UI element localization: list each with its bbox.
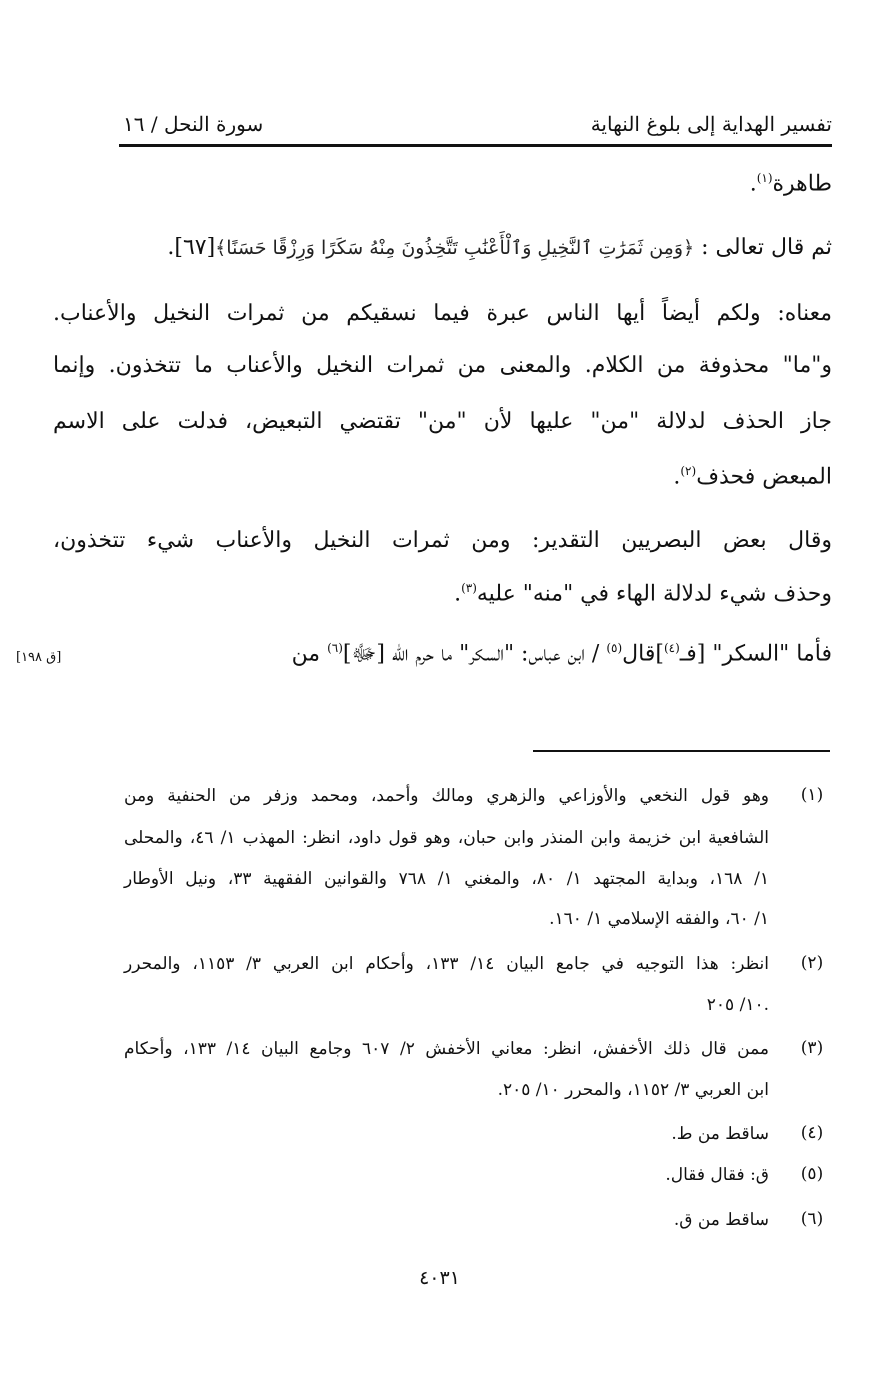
main-text: ]قال xyxy=(622,641,664,667)
main-text: فأما "السكر" [فـ xyxy=(679,641,832,667)
main-text-line xyxy=(167,237,832,259)
main-text: طاهرة xyxy=(772,171,832,197)
page-number: ٤٠٣١ xyxy=(419,1267,460,1289)
header-rule xyxy=(119,144,832,147)
footnote-mark: (٢) xyxy=(680,464,697,478)
footnote-mark: (٥) xyxy=(606,641,623,655)
footnote-number: (٤) xyxy=(800,1123,824,1143)
main-text: من xyxy=(291,641,328,667)
main-text-line: معناه: ولكم أيضاً أيها الناس عبرة فيما نسقيكم من ثمرات النخيل والأعناب. xyxy=(53,301,832,326)
manuscript-folio-note: [ق ١٩٨] xyxy=(16,650,62,665)
main-text-line xyxy=(454,582,832,605)
footnote-line: ساقط من ط. xyxy=(671,1124,769,1144)
footnote-mark: (٣) xyxy=(461,581,477,595)
main-text-line: جاز الحذف لدلالة "من" عليها لأن "من" تقتضي التبعيض، فدلت على الاسم xyxy=(53,409,832,434)
main-text-line: و"ما" محذوفة من الكلام. والمعنى من ثمرات النخيل والأعناب ما تتخذون. وإنما xyxy=(53,353,832,378)
footnote-mark: (١) xyxy=(756,171,773,185)
footnote-line: ١٠/ ٢٠٥. xyxy=(706,995,769,1015)
footnote-line: ١/ ٦٠، والفقه الإسلامي ١/ ١٦٠. xyxy=(549,909,769,929)
period: . xyxy=(454,581,462,607)
footnote-number: (٦) xyxy=(800,1209,824,1229)
main-text-line xyxy=(750,172,832,195)
period: . xyxy=(673,464,681,490)
footnote-number: (٢) xyxy=(800,953,824,973)
footnote-mark: (٦) xyxy=(327,641,343,655)
main-text: ] xyxy=(342,641,352,667)
main-text-line xyxy=(673,465,832,488)
footnote-line: ممن قال ذلك الأخفش، انظر: معاني الأخفش ٢/ ٦٠٧ وجامع البيان ١٤/ ١٣٣، وأحكام xyxy=(124,1039,770,1059)
footnote-line: ق: فقال فقال. xyxy=(665,1165,769,1185)
footnote-number: (٣) xyxy=(800,1038,824,1058)
footnote-number: (٥) xyxy=(800,1164,824,1184)
main-text: / ابن عباس: "السكر" ما حرم الله [ xyxy=(376,641,607,667)
period: . xyxy=(749,171,757,197)
footnote-mark: (٤) xyxy=(663,641,680,655)
main-text: المبعض فحذف xyxy=(696,464,832,490)
footnote-line: انظر: هذا التوجيه في جامع البيان ١٤/ ١٣٣، وأحكام ابن العربي ٣/ ١١٥٣، والمحرر xyxy=(124,954,770,974)
main-text: وحذف شيء لدلالة الهاء في "منه" عليه xyxy=(476,581,832,607)
footnote-separator xyxy=(533,750,830,752)
quran-verse: ﴿وَمِن ثَمَرَٰتِ ٱلنَّخِيلِ وَٱلْأَعْنَٰبِ تَتَّخِذُونَ مِنْهُ سَكَرًا وَرِزْقًا حَسَنًا﴾ xyxy=(215,237,695,259)
main-text-line: وقال بعض البصريين التقدير: ومن ثمرات النخيل والأعناب شيء تتخذون، xyxy=(53,528,832,553)
honorific-glyph: ﷻ xyxy=(351,641,377,667)
footnote-line: وهو قول النخعي والأوزاعي والزهري ومالك وأحمد، ومحمد وزفر من الحنفية ومن xyxy=(124,786,770,806)
footnote-line: الشافعية ابن خزيمة وابن المنذر وابن حبان، وهو قول داود، انظر: المهذب ١/ ٤٦، والمحلى xyxy=(124,828,769,848)
verse-reference: [٦٧]. xyxy=(167,235,216,260)
main-text-line xyxy=(292,642,832,665)
main-text: ثم قال تعالى : xyxy=(701,235,832,260)
footnote-line: ابن العربي ٣/ ١١٥٢، والمحرر ١٠/ ٢٠٥. xyxy=(497,1080,769,1100)
running-title-book: تفسير الهداية إلى بلوغ النهاية xyxy=(590,112,832,136)
footnote-number: (١) xyxy=(800,785,824,805)
footnote-line: ساقط من ق. xyxy=(673,1210,769,1230)
footnote-line: ١/ ١٦٨، وبداية المجتهد ١/ ٨٠، والمغني ١/ ٧٦٨ والقوانين الفقهية ٣٣، ونيل الأوطار xyxy=(124,869,769,889)
running-title-chapter: سورة النحل / ١٦ xyxy=(123,112,264,136)
